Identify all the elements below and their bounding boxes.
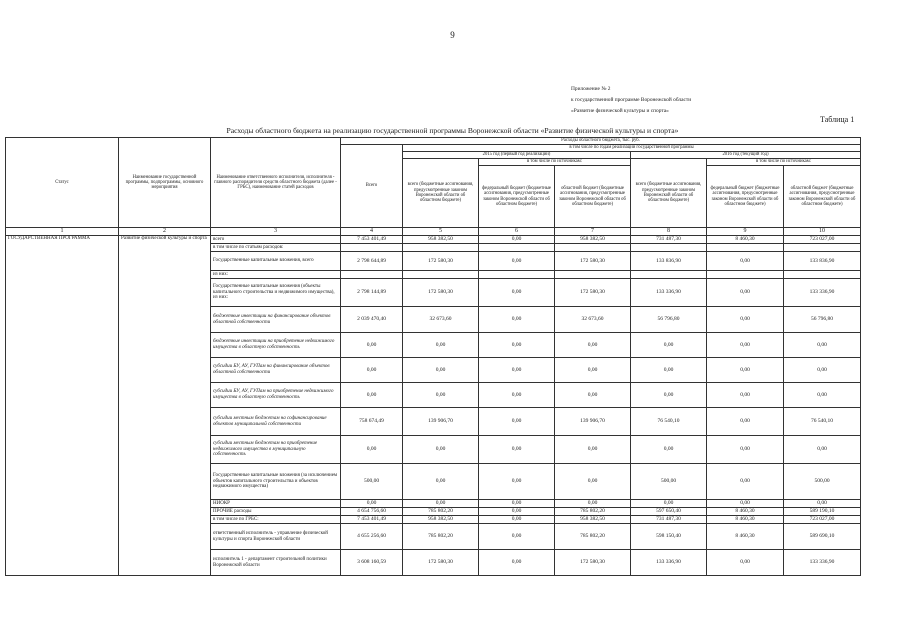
header-sources-2015: в том числе по источникам: [479,159,631,166]
header-col9: федеральный бюджет (бюджетные ассигнования, предусмотренные законом Воронежской области об областном бюджете) [707,166,784,228]
col-number: 8 [631,228,707,236]
row-label: ответственный исполнитель - управление физической культуры и спорта Воронежской области [211,524,341,550]
header-by-years: в том числе по годам реализации государственной программы [403,145,861,152]
cell-2016-regional [784,271,861,279]
cell-2015-federal [479,244,555,252]
cell-2015-federal: 0,00 [479,307,555,333]
col-number: 4 [341,228,403,236]
cell-2016-regional [784,244,861,252]
cell-2015-federal: 0,00 [479,333,555,358]
cell-2015-total: 785 802,20 [403,524,479,550]
cell-2016-total: 0,00 [631,358,707,383]
cell-2015-federal: 0,00 [479,252,555,271]
cell-total: 7 453 401,49 [341,516,403,524]
cell-2016-total: 76 540,10 [631,408,707,436]
cell-2015-total: 32 673,60 [403,307,479,333]
cell-2016-federal: 8 460,30 [707,524,784,550]
appendix-note [571,84,691,117]
cell-2015-federal: 0,00 [479,524,555,550]
col-number: 1 [6,228,119,236]
cell-2016-federal: 0,00 [707,333,784,358]
cell-total: 2 798 144,89 [341,279,403,307]
cell-2015-federal: 0,00 [479,279,555,307]
page-number: 9 [450,30,455,40]
cell-2016-federal [707,271,784,279]
cell-2016-regional: 0,00 [784,358,861,383]
col-number: 7 [555,228,631,236]
cell-2016-regional: 0,00 [784,500,861,508]
cell-2015-regional [555,244,631,252]
cell-2015-regional: 0,00 [555,464,631,500]
cell-2015-total: 958 382,50 [403,236,479,244]
cell-2015-federal: 0,00 [479,464,555,500]
cell-2015-regional: 958 382,50 [555,516,631,524]
status-cell: ГОСУДАРСТВЕННАЯ ПРОГРАММА [6,236,119,576]
header-col5: всего (бюджетные ассигнования, предусмотренные законом Воронежской области об областном бюджете) [403,159,479,228]
cell-2016-total: 0,00 [631,333,707,358]
cell-2016-total: 133 336,90 [631,550,707,576]
row-label: Государственные капитальные вложения, всего [211,252,341,271]
row-label: субсидии БУ, АУ, ГУПам на финансирование объектов областной собственности [211,358,341,383]
row-label: ПРОЧИЕ расходы [211,508,341,516]
cell-2015-regional: 785 802,20 [555,508,631,516]
cell-total: 0,00 [341,500,403,508]
cell-2015-regional: 958 382,50 [555,236,631,244]
cell-2016-total: 598 150,40 [631,524,707,550]
cell-total: 0,00 [341,383,403,408]
cell-2015-total: 172 580,30 [403,279,479,307]
header-total: Всего [341,145,403,228]
header-year-2016: 2016 год (текущий год) [631,152,861,159]
row-label: из них: [211,271,341,279]
cell-2015-total: 0,00 [403,383,479,408]
cell-2015-regional: 0,00 [555,333,631,358]
cell-2016-regional: 589 690,10 [784,524,861,550]
cell-total: 4 654 756,60 [341,508,403,516]
header-program-name: Наименование государственной программы, подпрограммы, основного мероприятия [119,138,211,228]
row-label: в том числе по ГРБС: [211,516,341,524]
cell-2015-total: 785 802,20 [403,508,479,516]
table-row [6,236,861,244]
cell-2015-total: 0,00 [403,333,479,358]
cell-2016-regional: 500,00 [784,464,861,500]
cell-2016-federal: 0,00 [707,436,784,464]
cell-2015-total: 172 580,30 [403,550,479,576]
cell-2016-federal: 0,00 [707,252,784,271]
cell-total: 3 608 160,59 [341,550,403,576]
cell-2016-regional: 723 027,00 [784,516,861,524]
cell-2016-total: 0,00 [631,500,707,508]
cell-2015-regional [555,271,631,279]
cell-total: 2 798 644,89 [341,252,403,271]
header-expenses: Расходы областного бюджета, тыс. руб. [341,138,861,145]
cell-2015-total [403,271,479,279]
cell-total: 0,00 [341,436,403,464]
col-number: 10 [784,228,861,236]
cell-2015-total: 0,00 [403,500,479,508]
row-label: бюджетные инвестиции на финансирование объектов областной собственности [211,307,341,333]
cell-2016-federal: 0,00 [707,550,784,576]
program-cell: Развитие физической культуры и спорта [119,236,211,576]
cell-2016-regional: 56 796,80 [784,307,861,333]
cell-2016-federal: 0,00 [707,500,784,508]
row-label: субсидии БУ, АУ, ГУПам на приобретение недвижимого имущества в областную собственность [211,383,341,408]
cell-2015-total: 958 382,50 [403,516,479,524]
cell-2015-federal: 0,00 [479,500,555,508]
cell-total: 2 039 470,40 [341,307,403,333]
header-status: Статус [6,138,119,228]
cell-2015-regional: 0,00 [555,436,631,464]
col-number: 6 [479,228,555,236]
cell-2015-regional: 785 802,20 [555,524,631,550]
cell-2015-federal: 0,00 [479,408,555,436]
appendix-line-3: «Развитие физической культуры и спорта» [571,108,669,114]
cell-2016-total: 133 836,90 [631,252,707,271]
cell-2016-total: 56 796,80 [631,307,707,333]
cell-total: 500,00 [341,464,403,500]
cell-2015-regional: 172 580,30 [555,550,631,576]
cell-total [341,244,403,252]
cell-2016-federal: 0,00 [707,408,784,436]
cell-2015-total: 0,00 [403,358,479,383]
cell-2016-federal [707,244,784,252]
col-number: 3 [211,228,341,236]
cell-2016-total: 500,00 [631,464,707,500]
cell-2016-federal: 8 460,30 [707,516,784,524]
cell-total: 7 453 401,49 [341,236,403,244]
cell-2016-total: 0,00 [631,383,707,408]
appendix-line-2: к государственной программе Воронежской области [571,97,692,103]
cell-2015-federal [479,271,555,279]
cell-2016-regional: 76 540,10 [784,408,861,436]
cell-total: 0,00 [341,358,403,383]
cell-2015-federal: 0,00 [479,436,555,464]
row-label: исполнитель 1 - департамент строительной политики Воронежской области [211,550,341,576]
cell-2016-total: 0,00 [631,436,707,464]
header-col6: федеральный бюджет (бюджетные ассигнования, предусмотренные законом Воронежской области об областном бюджете) [479,166,555,228]
cell-2015-federal: 0,00 [479,236,555,244]
cell-2016-regional: 723 027,00 [784,236,861,244]
cell-2015-regional: 172 580,30 [555,279,631,307]
cell-2016-regional: 589 190,10 [784,508,861,516]
cell-2016-regional: 0,00 [784,383,861,408]
appendix-line-1: Приложение № 2 [571,86,611,92]
cell-2016-regional: 133 336,90 [784,279,861,307]
cell-2016-total: 597 650,40 [631,508,707,516]
cell-2015-federal: 0,00 [479,358,555,383]
header-col10: областной бюджет (бюджетные ассигнования, предусмотренные законом Воронежской области об областном бюджете) [784,166,861,228]
cell-2016-regional: 0,00 [784,436,861,464]
cell-2015-total: 0,00 [403,436,479,464]
cell-total: 0,00 [341,333,403,358]
cell-2016-federal: 0,00 [707,358,784,383]
cell-2015-total: 172 580,30 [403,252,479,271]
cell-2016-total: 133 336,90 [631,279,707,307]
row-label: бюджетные инвестиции на приобретение недвижимого имущества в областную собственность [211,333,341,358]
cell-2016-regional: 133 336,90 [784,550,861,576]
row-label: субсидии местным бюджетам на софинансирование объектов муниципальной собственности [211,408,341,436]
header-year-2015: 2015 год (первый год реализации) [403,152,631,159]
expenses-table [5,137,861,576]
cell-2015-total [403,244,479,252]
cell-total: 758 674,49 [341,408,403,436]
header-sources-2016: в том числе по источникам: [707,159,861,166]
cell-2015-federal: 0,00 [479,516,555,524]
cell-total: 4 655 256,60 [341,524,403,550]
cell-2016-total: 731 487,30 [631,236,707,244]
header-col8: всего (бюджетные ассигнования, предусмотренные законом Воронежской области об областном бюджете) [631,159,707,228]
cell-2016-federal: 0,00 [707,307,784,333]
cell-2015-regional: 0,00 [555,383,631,408]
row-label: субсидии местным бюджетам на приобретение недвижимого имущества в муниципальную собственность [211,436,341,464]
col-number: 5 [403,228,479,236]
cell-2016-federal: 0,00 [707,279,784,307]
table-label: Таблица 1 [820,115,855,124]
header-col7: областной бюджет (бюджетные ассигнования, предусмотренные законом Воронежской области об областном бюджете) [555,166,631,228]
row-label: всего [211,236,341,244]
cell-2016-total [631,244,707,252]
cell-2016-regional: 0,00 [784,333,861,358]
cell-2015-regional: 0,00 [555,358,631,383]
cell-2016-total: 731 487,30 [631,516,707,524]
cell-2015-regional: 139 906,70 [555,408,631,436]
cell-2015-federal: 0,00 [479,508,555,516]
cell-2016-federal: 0,00 [707,464,784,500]
row-label: Государственные капитальные вложения (объекты капитального строительства и недвижимого имущества), из них: [211,279,341,307]
cell-2015-total: 139 906,70 [403,408,479,436]
cell-2016-federal: 0,00 [707,383,784,408]
col-number: 9 [707,228,784,236]
document-title: Расходы областного бюджета на реализацию государственной программы Воронежской области «Развитие физической культуры и спорта» [226,126,679,135]
cell-total [341,271,403,279]
cell-2016-federal: 8 460,30 [707,508,784,516]
cell-2015-regional: 172 580,30 [555,252,631,271]
header-executor: Наименование ответственного исполнителя, исполнителя - главного распорядителя средств областного бюджета (далее - ГРБС), наименование статей расходов [211,138,341,228]
cell-2015-total: 0,00 [403,464,479,500]
cell-2015-regional: 32 673,60 [555,307,631,333]
row-label: Государственные капитальные вложения (за исключением объектов капитального строительства и объектов недвижимого имущества) [211,464,341,500]
cell-2015-federal: 0,00 [479,550,555,576]
row-label: НИОКР [211,500,341,508]
col-number: 2 [119,228,211,236]
cell-2016-federal: 8 460,30 [707,236,784,244]
cell-2015-federal: 0,00 [479,383,555,408]
cell-2016-regional: 133 836,90 [784,252,861,271]
row-label: в том числе по статьям расходов: [211,244,341,252]
cell-2016-total [631,271,707,279]
cell-2015-regional: 0,00 [555,500,631,508]
